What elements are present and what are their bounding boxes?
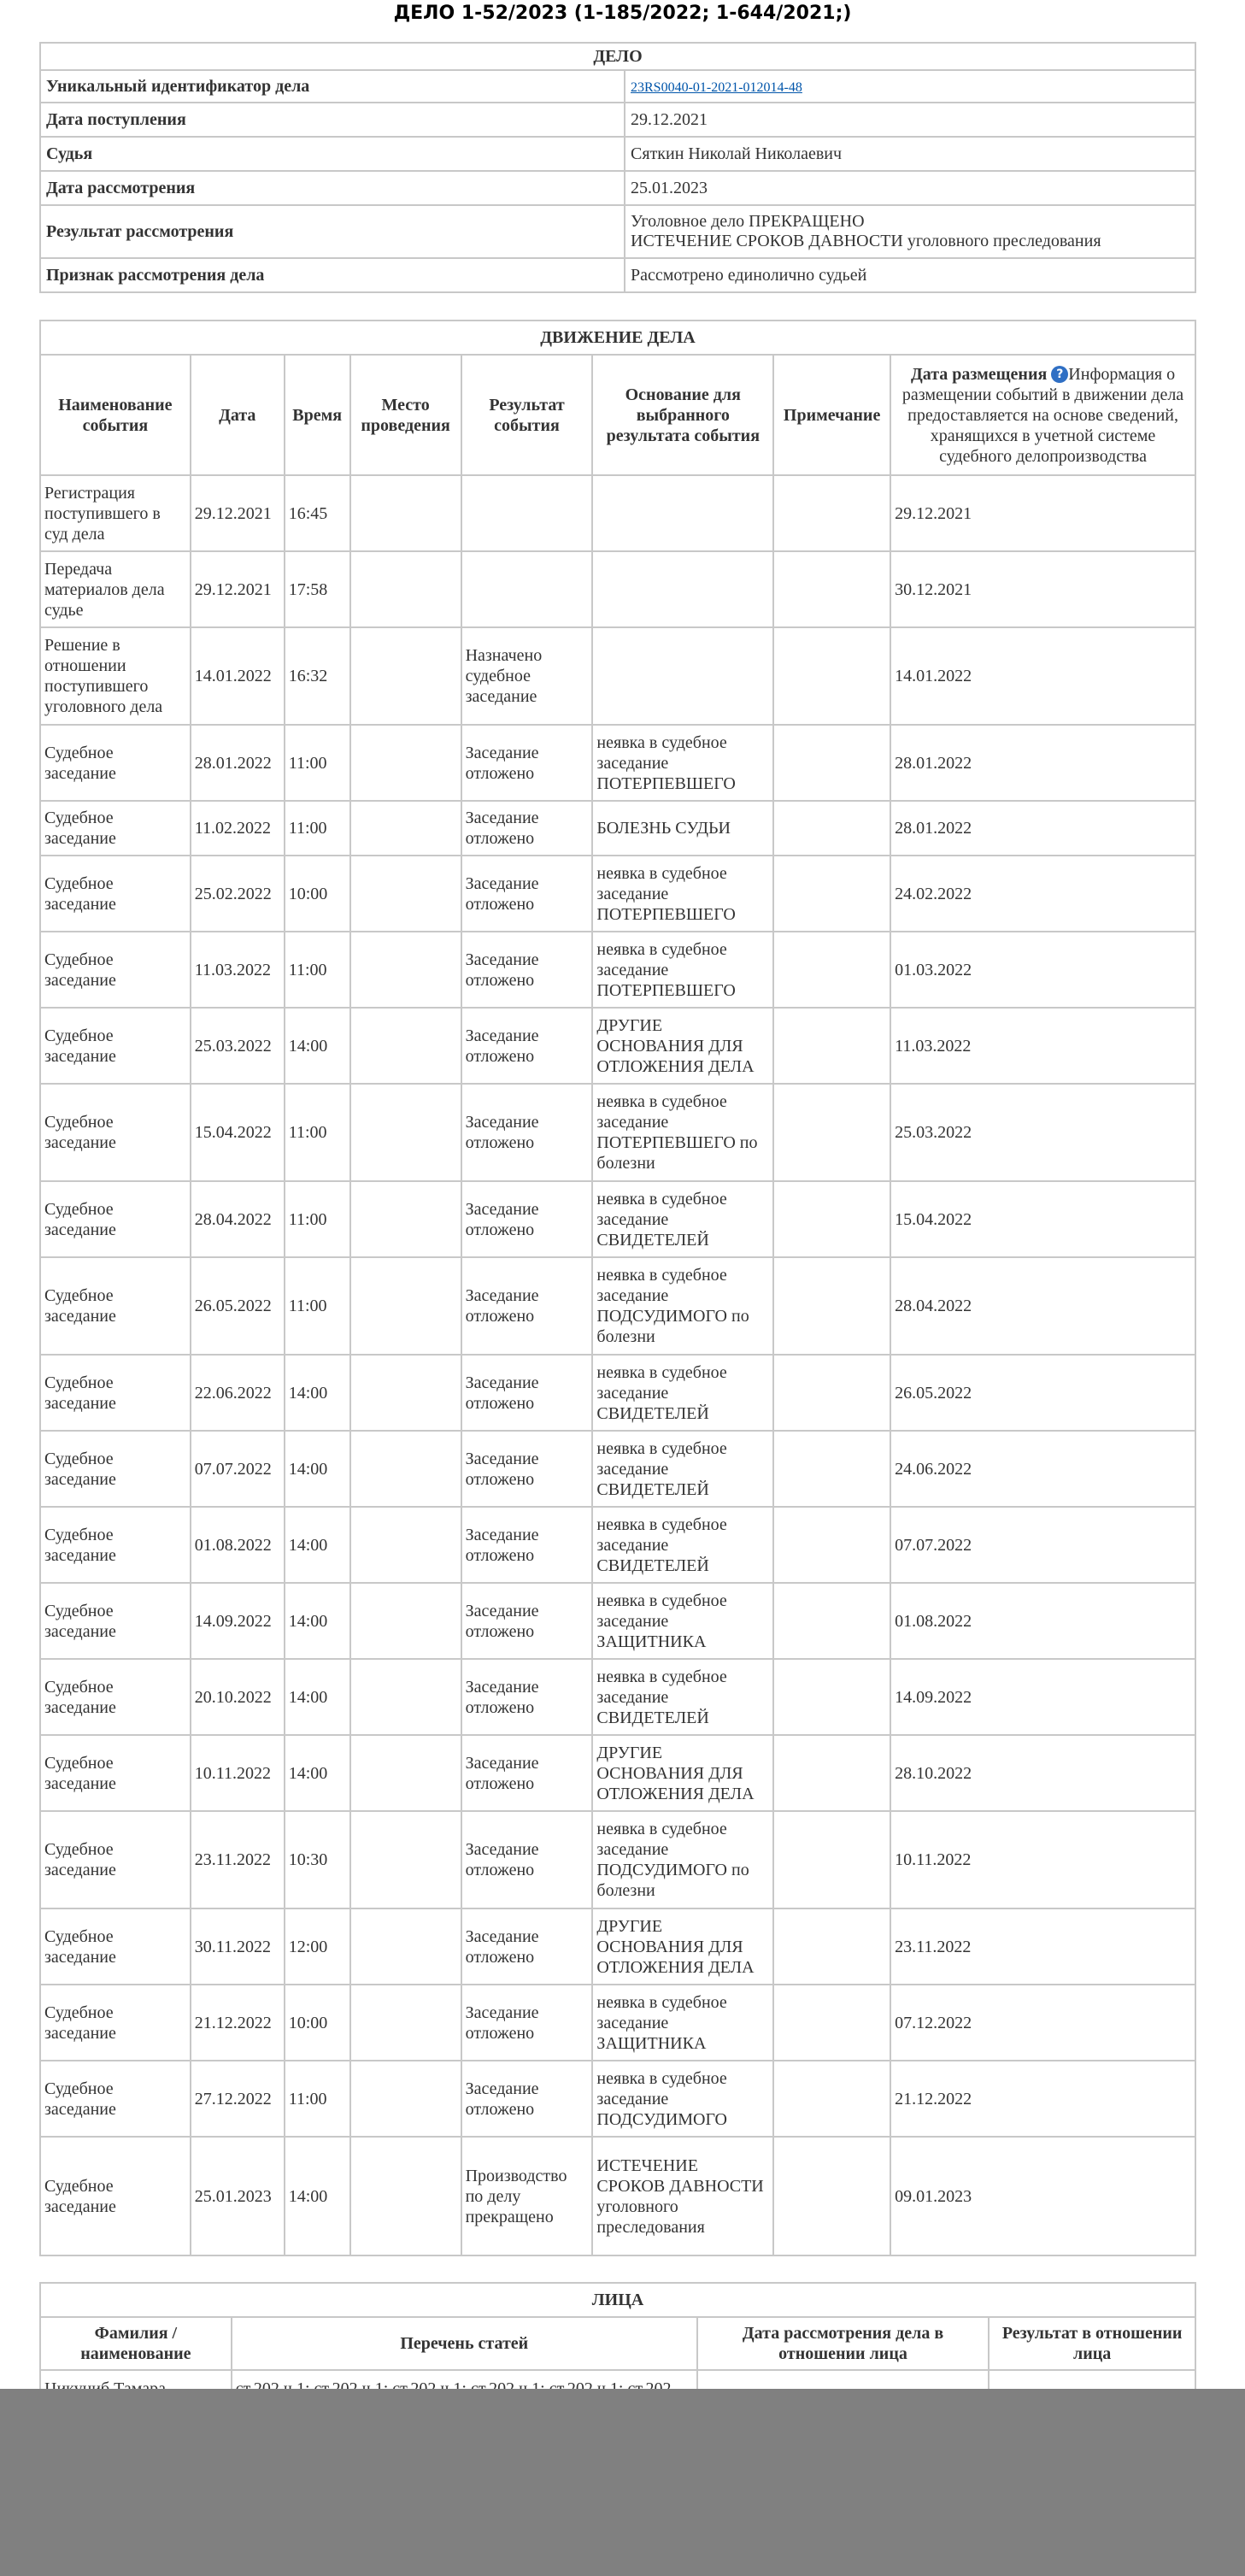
event-basis-cell: неявка в судебное заседание СВИДЕТЕЛЕЙ xyxy=(592,1659,773,1735)
event-place-cell xyxy=(350,1659,461,1735)
event-date-cell: 26.05.2022 xyxy=(191,1257,285,1355)
event-result-cell: Заседание отложено xyxy=(461,1507,593,1583)
event-result-cell: Заседание отложено xyxy=(461,1811,593,1908)
event-result-cell: Заседание отложено xyxy=(461,856,593,932)
case-field-value-line: ИСТЕЧЕНИЕ СРОКОВ ДАВНОСТИ уголовного преследования xyxy=(631,232,1101,250)
event-basis-cell: неявка в судебное заседание СВИДЕТЕЛЕЙ xyxy=(592,1507,773,1583)
event-result-cell: Заседание отложено xyxy=(461,1908,593,1985)
event-time-cell: 14:00 xyxy=(285,1659,350,1735)
event-place-cell xyxy=(350,1431,461,1507)
event-posted-cell: 28.04.2022 xyxy=(890,1257,1195,1355)
event-date-cell: 11.02.2022 xyxy=(191,801,285,856)
event-basis-cell: ДРУГИЕ ОСНОВАНИЯ ДЛЯ ОТЛОЖЕНИЯ ДЕЛА xyxy=(592,1735,773,1811)
event-name-cell: Судебное заседание xyxy=(40,1181,191,1257)
event-basis-cell xyxy=(592,551,773,627)
event-name-cell: Судебное заседание xyxy=(40,1735,191,1811)
movement-row xyxy=(40,1985,1195,2061)
event-result-cell: Заседание отложено xyxy=(461,1355,593,1431)
case-field-label: Дата поступления xyxy=(40,103,625,137)
event-date-cell: 14.01.2022 xyxy=(191,627,285,725)
page-title: ДЕЛО 1-52/2023 (1-185/2022; 1-644/2021;) xyxy=(393,3,852,24)
event-date-cell: 15.04.2022 xyxy=(191,1084,285,1181)
case-field-label: Результат рассмотрения xyxy=(40,205,625,258)
event-date-cell: 20.10.2022 xyxy=(191,1659,285,1735)
event-time-cell: 10:00 xyxy=(285,856,350,932)
help-icon[interactable]: ? xyxy=(1051,366,1068,383)
event-note-cell xyxy=(773,1355,890,1431)
event-posted-cell: 28.01.2022 xyxy=(890,801,1195,856)
event-posted-cell: 28.10.2022 xyxy=(890,1735,1195,1811)
event-time-cell: 11:00 xyxy=(285,801,350,856)
event-place-cell xyxy=(350,1735,461,1811)
event-time-cell: 11:00 xyxy=(285,725,350,801)
event-note-cell xyxy=(773,2137,890,2255)
event-date-cell: 29.12.2021 xyxy=(191,551,285,627)
event-posted-cell: 24.06.2022 xyxy=(890,1431,1195,1507)
case-field-value-line: 25.01.2023 xyxy=(631,178,708,197)
movement-row xyxy=(40,1908,1195,1985)
case-field-value xyxy=(625,171,1195,205)
persons-col-header: Результат в отношении лица xyxy=(989,2317,1195,2370)
event-note-cell xyxy=(773,551,890,627)
event-basis-cell: неявка в судебное заседание ПОДСУДИМОГО по болезни xyxy=(592,1257,773,1355)
movement-row xyxy=(40,856,1195,932)
event-date-cell: 25.01.2023 xyxy=(191,2137,285,2255)
moves-col-label: Результат события xyxy=(489,395,565,435)
movement-row xyxy=(40,932,1195,1008)
event-note-cell xyxy=(773,1908,890,1985)
event-basis-cell: неявка в судебное заседание ПОТЕРПЕВШЕГО xyxy=(592,932,773,1008)
movement-row xyxy=(40,1431,1195,1507)
event-time-cell: 14:00 xyxy=(285,2137,350,2255)
event-place-cell xyxy=(350,2061,461,2137)
event-place-cell xyxy=(350,1507,461,1583)
case-table xyxy=(39,42,1196,293)
event-result-cell: Заседание отложено xyxy=(461,1181,593,1257)
case-field-label: Признак рассмотрения дела xyxy=(40,258,625,292)
moves-col-label: Место проведения xyxy=(361,395,450,435)
persons-col-header: Перечень статей xyxy=(232,2317,697,2370)
event-time-cell: 11:00 xyxy=(285,2061,350,2137)
event-posted-cell: 10.11.2022 xyxy=(890,1811,1195,1908)
event-name-cell: Судебное заседание xyxy=(40,1811,191,1908)
event-basis-cell: неявка в судебное заседание ПОТЕРПЕВШЕГО xyxy=(592,856,773,932)
moves-col-header xyxy=(285,355,350,475)
event-basis-cell: неявка в судебное заседание ПОДСУДИМОГО по болезни xyxy=(592,1811,773,1908)
case-field-label: Судья xyxy=(40,137,625,171)
moves-heading: ДВИЖЕНИЕ ДЕЛА xyxy=(40,321,1195,355)
event-result-cell: Заседание отложено xyxy=(461,1008,593,1084)
event-result-cell: Назначено судебное заседание xyxy=(461,627,593,725)
event-name-cell: Судебное заседание xyxy=(40,1084,191,1181)
event-name-cell: Судебное заседание xyxy=(40,932,191,1008)
event-result-cell: Заседание отложено xyxy=(461,1257,593,1355)
event-name-cell: Судебное заседание xyxy=(40,1355,191,1431)
persons-heading: ЛИЦА xyxy=(40,2283,1195,2317)
event-result-cell: Заседание отложено xyxy=(461,725,593,801)
event-result-cell: Заседание отложено xyxy=(461,1985,593,2061)
case-field-value xyxy=(625,205,1195,258)
movement-row xyxy=(40,1257,1195,1355)
event-place-cell xyxy=(350,1583,461,1659)
moves-col-label: Наименование события xyxy=(58,395,173,435)
movement-row xyxy=(40,1355,1195,1431)
case-field-label: Уникальный идентификатор дела xyxy=(40,70,625,103)
event-date-cell: 27.12.2022 xyxy=(191,2061,285,2137)
case-field-value-line: Сяткин Николай Николаевич xyxy=(631,144,843,163)
event-date-cell: 07.07.2022 xyxy=(191,1431,285,1507)
event-result-cell: Заседание отложено xyxy=(461,801,593,856)
event-posted-cell: 25.03.2022 xyxy=(890,1084,1195,1181)
event-basis-cell: неявка в судебное заседание ЗАЩИТНИКА xyxy=(592,1583,773,1659)
case-field-value xyxy=(625,137,1195,171)
event-note-cell xyxy=(773,2061,890,2137)
event-note-cell xyxy=(773,1257,890,1355)
event-date-cell: 11.03.2022 xyxy=(191,932,285,1008)
movement-row xyxy=(40,551,1195,627)
movement-row xyxy=(40,1659,1195,1735)
event-place-cell xyxy=(350,725,461,801)
event-time-cell: 14:00 xyxy=(285,1431,350,1507)
movement-row xyxy=(40,475,1195,551)
event-place-cell xyxy=(350,1257,461,1355)
event-time-cell: 14:00 xyxy=(285,1008,350,1084)
moves-col-label: Примечание xyxy=(783,405,881,425)
moves-col-header xyxy=(40,355,191,475)
event-result-cell: Заседание отложено xyxy=(461,2061,593,2137)
moves-col-label: Основание для выбранного результата события xyxy=(606,385,761,445)
event-posted-cell: 30.12.2021 xyxy=(890,551,1195,627)
event-basis-cell: ИСТЕЧЕНИЕ СРОКОВ ДАВНОСТИ уголовного преследования xyxy=(592,2137,773,2255)
case-row xyxy=(40,137,1195,171)
event-basis-cell: неявка в судебное заседание СВИДЕТЕЛЕЙ xyxy=(592,1181,773,1257)
event-result-cell xyxy=(461,475,593,551)
event-note-cell xyxy=(773,1008,890,1084)
case-row xyxy=(40,103,1195,137)
event-name-cell: Судебное заседание xyxy=(40,1257,191,1355)
movement-row xyxy=(40,1735,1195,1811)
event-date-cell: 30.11.2022 xyxy=(191,1908,285,1985)
event-place-cell xyxy=(350,2137,461,2255)
case-movement-table xyxy=(39,320,1196,2256)
movement-row xyxy=(40,801,1195,856)
event-note-cell xyxy=(773,627,890,725)
event-name-cell: Регистрация поступившего в суд дела xyxy=(40,475,191,551)
event-note-cell xyxy=(773,475,890,551)
event-basis-cell: неявка в судебное заседание ЗАЩИТНИКА xyxy=(592,1985,773,2061)
event-basis-cell: ДРУГИЕ ОСНОВАНИЯ ДЛЯ ОТЛОЖЕНИЯ ДЕЛА xyxy=(592,1008,773,1084)
case-field-label: Дата рассмотрения xyxy=(40,171,625,205)
event-posted-cell: 11.03.2022 xyxy=(890,1008,1195,1084)
event-name-cell: Судебное заседание xyxy=(40,1507,191,1583)
event-note-cell xyxy=(773,1811,890,1908)
event-posted-cell: 09.01.2023 xyxy=(890,2137,1195,2255)
event-note-cell xyxy=(773,856,890,932)
event-result-cell: Заседание отложено xyxy=(461,1659,593,1735)
event-note-cell xyxy=(773,1735,890,1811)
event-date-cell: 22.06.2022 xyxy=(191,1355,285,1431)
placement-info-text: Информация о размещении событий в движении дела предоставляется на основе сведений, хранящихся в учетной системе судебного делопроизводства xyxy=(901,364,1184,466)
event-result-cell: Заседание отложено xyxy=(461,1431,593,1507)
movement-row xyxy=(40,1084,1195,1181)
moves-col-header xyxy=(461,355,593,475)
footer-band xyxy=(0,2389,1245,2576)
event-time-cell: 11:00 xyxy=(285,1257,350,1355)
event-posted-cell: 01.03.2022 xyxy=(890,932,1195,1008)
event-date-cell: 29.12.2021 xyxy=(191,475,285,551)
case-field-value xyxy=(625,258,1195,292)
case-field-value-line: Рассмотрено единолично судьей xyxy=(631,265,867,285)
event-time-cell: 11:00 xyxy=(285,1181,350,1257)
persons-col-header: Дата рассмотрения дела в отношении лица xyxy=(697,2317,990,2370)
event-basis-cell: неявка в судебное заседание ПОДСУДИМОГО xyxy=(592,2061,773,2137)
event-basis-cell: неявка в судебное заседание ПОТЕРПЕВШЕГО по болезни xyxy=(592,1084,773,1181)
event-basis-cell: неявка в судебное заседание ПОТЕРПЕВШЕГО xyxy=(592,725,773,801)
movement-row xyxy=(40,1008,1195,1084)
moves-col-header xyxy=(890,355,1195,475)
event-time-cell: 10:30 xyxy=(285,1811,350,1908)
event-posted-cell: 28.01.2022 xyxy=(890,725,1195,801)
event-date-cell: 21.12.2022 xyxy=(191,1985,285,2061)
event-name-cell: Судебное заседание xyxy=(40,1431,191,1507)
event-note-cell xyxy=(773,1985,890,2061)
event-posted-cell: 07.07.2022 xyxy=(890,1507,1195,1583)
case-uid-link[interactable]: 23RS0040-01-2021-012014-48 xyxy=(631,79,802,95)
event-basis-cell: неявка в судебное заседание СВИДЕТЕЛЕЙ xyxy=(592,1355,773,1431)
event-place-cell xyxy=(350,801,461,856)
event-posted-cell: 23.11.2022 xyxy=(890,1908,1195,1985)
event-posted-cell: 07.12.2022 xyxy=(890,1985,1195,2061)
event-posted-cell: 01.08.2022 xyxy=(890,1583,1195,1659)
event-date-cell: 14.09.2022 xyxy=(191,1583,285,1659)
event-place-cell xyxy=(350,475,461,551)
event-note-cell xyxy=(773,801,890,856)
event-place-cell xyxy=(350,856,461,932)
event-date-cell: 28.04.2022 xyxy=(191,1181,285,1257)
event-result-cell xyxy=(461,551,593,627)
event-posted-cell: 14.09.2022 xyxy=(890,1659,1195,1735)
event-basis-cell: БОЛЕЗНЬ СУДЬИ xyxy=(592,801,773,856)
event-place-cell xyxy=(350,1908,461,1985)
event-posted-cell: 21.12.2022 xyxy=(890,2061,1195,2137)
event-time-cell: 11:00 xyxy=(285,1084,350,1181)
event-time-cell: 11:00 xyxy=(285,932,350,1008)
event-place-cell xyxy=(350,1355,461,1431)
event-note-cell xyxy=(773,1659,890,1735)
event-note-cell xyxy=(773,1431,890,1507)
event-posted-cell: 29.12.2021 xyxy=(890,475,1195,551)
event-note-cell xyxy=(773,932,890,1008)
event-place-cell xyxy=(350,1084,461,1181)
moves-col-header xyxy=(773,355,890,475)
event-date-cell: 10.11.2022 xyxy=(191,1735,285,1811)
event-place-cell xyxy=(350,932,461,1008)
movement-row xyxy=(40,1507,1195,1583)
event-time-cell: 17:58 xyxy=(285,551,350,627)
event-name-cell: Передача материалов дела судье xyxy=(40,551,191,627)
case-field-value-line: 29.12.2021 xyxy=(631,109,708,129)
event-basis-cell xyxy=(592,475,773,551)
event-date-cell: 25.03.2022 xyxy=(191,1008,285,1084)
movement-row xyxy=(40,1181,1195,1257)
event-time-cell: 14:00 xyxy=(285,1583,350,1659)
moves-col-header xyxy=(592,355,773,475)
event-place-cell xyxy=(350,1811,461,1908)
movement-row xyxy=(40,1811,1195,1908)
movement-row xyxy=(40,725,1195,801)
event-basis-cell: ДРУГИЕ ОСНОВАНИЯ ДЛЯ ОТЛОЖЕНИЯ ДЕЛА xyxy=(592,1908,773,1985)
event-place-cell xyxy=(350,551,461,627)
event-posted-cell: 26.05.2022 xyxy=(890,1355,1195,1431)
event-name-cell: Судебное заседание xyxy=(40,1985,191,2061)
movement-row xyxy=(40,2137,1195,2255)
event-name-cell: Судебное заседание xyxy=(40,801,191,856)
event-note-cell xyxy=(773,725,890,801)
event-posted-cell: 24.02.2022 xyxy=(890,856,1195,932)
event-place-cell xyxy=(350,627,461,725)
event-name-cell: Судебное заседание xyxy=(40,2137,191,2255)
event-basis-cell xyxy=(592,627,773,725)
event-note-cell xyxy=(773,1181,890,1257)
case-heading: ДЕЛО xyxy=(40,43,1195,70)
event-name-cell: Судебное заседание xyxy=(40,1659,191,1735)
moves-col-header xyxy=(350,355,461,475)
case-row xyxy=(40,205,1195,258)
event-name-cell: Судебное заседание xyxy=(40,1583,191,1659)
moves-col-label: Время xyxy=(292,405,343,425)
event-date-cell: 01.08.2022 xyxy=(191,1507,285,1583)
event-result-cell: Заседание отложено xyxy=(461,1583,593,1659)
event-date-cell: 28.01.2022 xyxy=(191,725,285,801)
event-result-cell: Заседание отложено xyxy=(461,1735,593,1811)
event-posted-cell: 15.04.2022 xyxy=(890,1181,1195,1257)
event-name-cell: Судебное заседание xyxy=(40,725,191,801)
event-time-cell: 16:45 xyxy=(285,475,350,551)
event-result-cell: Производство по делу прекращено xyxy=(461,2137,593,2255)
event-date-cell: 25.02.2022 xyxy=(191,856,285,932)
event-time-cell: 12:00 xyxy=(285,1908,350,1985)
event-name-cell: Решение в отношении поступившего уголовного дела xyxy=(40,627,191,725)
movement-row xyxy=(40,627,1195,725)
case-field-value xyxy=(625,103,1195,137)
event-time-cell: 14:00 xyxy=(285,1355,350,1431)
movement-row xyxy=(40,1583,1195,1659)
event-name-cell: Судебное заседание xyxy=(40,1008,191,1084)
event-time-cell: 10:00 xyxy=(285,1985,350,2061)
event-date-cell: 23.11.2022 xyxy=(191,1811,285,1908)
case-field-value xyxy=(625,70,1195,103)
event-result-cell: Заседание отложено xyxy=(461,932,593,1008)
event-place-cell xyxy=(350,1008,461,1084)
case-row xyxy=(40,171,1195,205)
event-basis-cell: неявка в судебное заседание СВИДЕТЕЛЕЙ xyxy=(592,1431,773,1507)
movement-row xyxy=(40,2061,1195,2137)
event-note-cell xyxy=(773,1583,890,1659)
event-note-cell xyxy=(773,1084,890,1181)
case-row xyxy=(40,258,1195,292)
event-time-cell: 16:32 xyxy=(285,627,350,725)
persons-col-header: Фамилия / наименование xyxy=(40,2317,232,2370)
moves-col-label: Дата xyxy=(219,405,256,425)
event-time-cell: 14:00 xyxy=(285,1507,350,1583)
event-name-cell: Судебное заседание xyxy=(40,2061,191,2137)
event-place-cell xyxy=(350,1985,461,2061)
case-row xyxy=(40,70,1195,103)
event-result-cell: Заседание отложено xyxy=(461,1084,593,1181)
event-name-cell: Судебное заседание xyxy=(40,856,191,932)
moves-col-header xyxy=(191,355,285,475)
event-posted-cell: 14.01.2022 xyxy=(890,627,1195,725)
moves-col-label: Дата размещения xyxy=(910,364,1048,384)
case-field-value-line: Уголовное дело ПРЕКРАЩЕНО xyxy=(631,212,865,231)
event-place-cell xyxy=(350,1181,461,1257)
event-note-cell xyxy=(773,1507,890,1583)
event-time-cell: 14:00 xyxy=(285,1735,350,1811)
event-name-cell: Судебное заседание xyxy=(40,1908,191,1985)
